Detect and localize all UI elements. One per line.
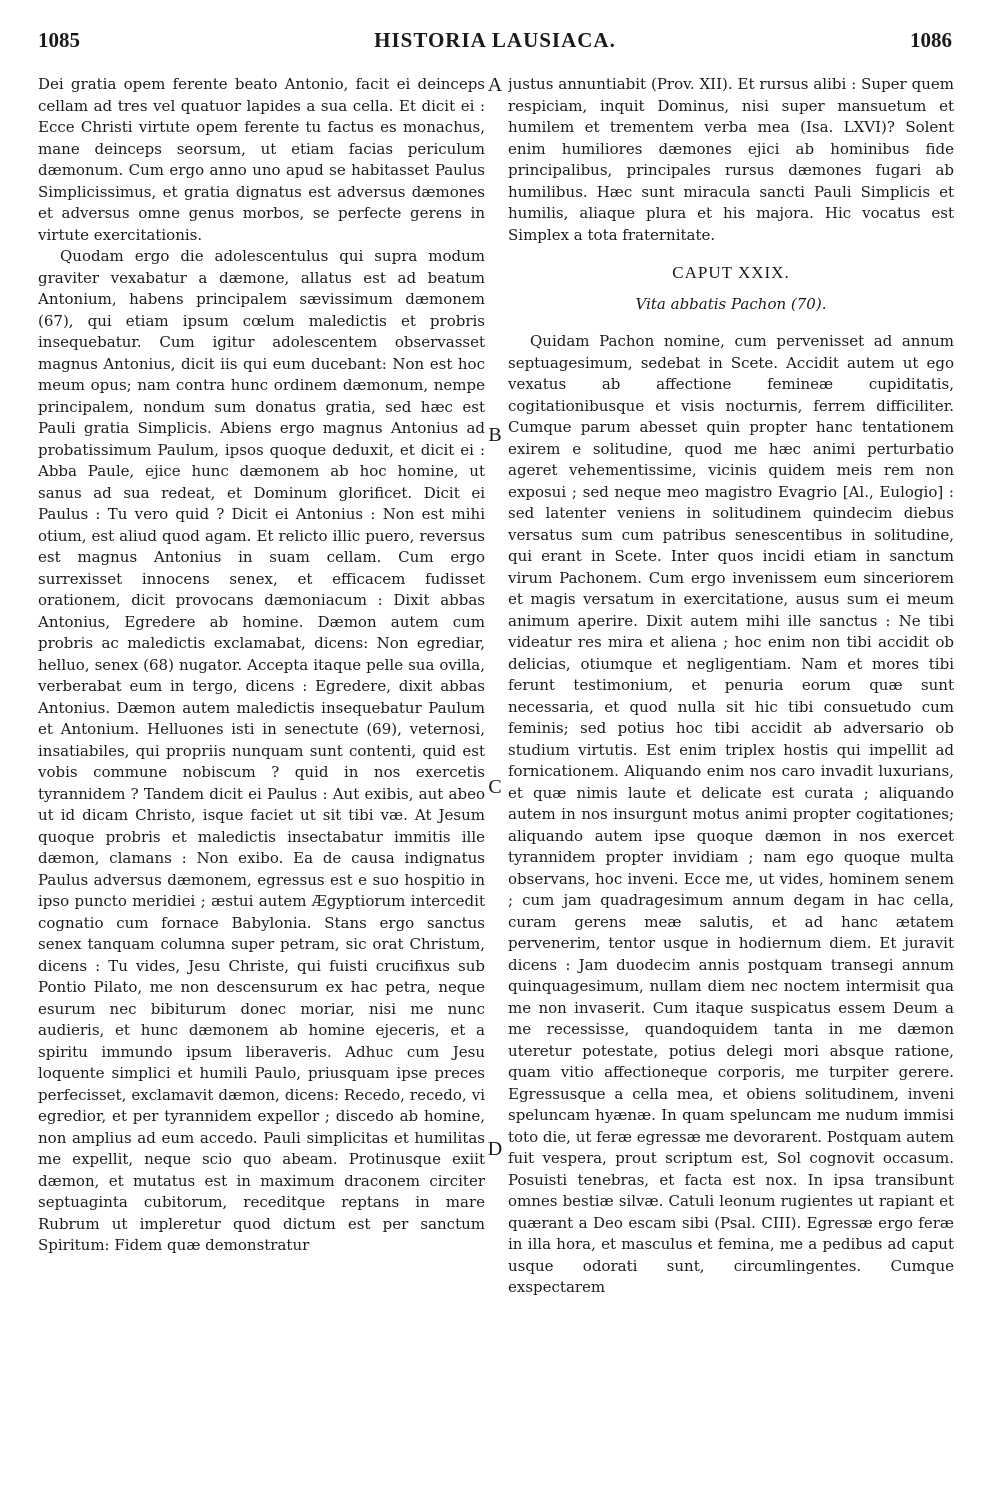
left-page-number: 1085 [38,28,80,52]
left-column [38,74,485,1257]
right-column [508,74,954,1299]
right-page-number: 1086 [910,28,952,52]
column-marker-b: B [488,424,502,446]
column-marker-d: D [487,1138,503,1160]
running-title: HISTORIA LAUSIACA. [374,28,616,52]
column-marker-c: C [488,776,502,798]
right-paragraph-continued: justus annuntiabit (Prov. XII). Et rursus alibi : Super quem respiciam, inquit Dominus, nisi super mansuetum et humilem et trementem verba mea (Isa. LXVI)? Solent enim humiliores dæmones ejici ab hominibus fide principalibus, principales rursus dæmones fugari ab humilibus. Hæc sunt miracula sancti Pauli Simplicis et humilis, aliaque plura et his majora. Hic vocatus est Simplex a tota fraternitate. [508,75,954,244]
right-paragraph-pachon: Quidam Pachon nomine, cum pervenisset ad annum septuagesimum, sedebat in Scete. Accidit autem ut ego vexatus ab affectione femineæ cupiditatis, cogitationibusque et visis nocturnis, ferrem difficiliter. Cumque parum abesset quin propter hanc tentationem exirem e solitudine, quod me hæc animi perturbatio ageret vehementissime, vicinis quidem meis rem non exposui ; sed neque meo magistro Evagrio [Al., Eulogio] : sed latenter veniens in solitudinem quindecim diebus versatus sum cum patribus senescentibus in solitudine, qui erant in Scete. Inter quos incidi etiam in sanctum virum Pachonem. Cum ergo invenissem eum sinceriorem et magis versatum in exercitatione, ausus sum ei meum animum aperire. Dixit autem mihi ille sanctus : Ne tibi videatur res mira et aliena ; hoc enim non tibi accidit ob delicias, otiumque et negligentiam. Nam et mores tibi ferunt testimonium, et penuria eorum quæ sunt necessaria, et quod nulla sit hic tibi consuetudo cum feminis; sed potius hoc tibi accidit ab adversario ob studium virtutis. Est enim triplex hostis qui impellit ad fornicationem. Aliquando enim nos caro invadit luxurians, et quæ nimis laute et delicate est curata ; aliquando autem in nos insurgunt motus animi propter cogitationes; aliquando autem ipse quoque dæmon in nos exercet tyrannidem propter invidiam ; nam ego quoque multa observans, hoc inveni. Ecce me, ut vides, hominem senem ; cum jam quadragesimum annum degam in hac cella, curam gerens meæ salutis, et ad hanc ætatem pervenerim, tentor usque in hodiernum diem. Et juravit dicens : Jam duodecim annis postquam transegi annum quinquagesimum, nullam diem nec noctem intermisit qua me non invaserit. Cum itaque suspicatus essem Deum a me recessisse, quandoquidem tanta in me dæmon uteretur potestate, potius delegi mori absque ratione, quam vitio affectioneque corporis, me turpiter gerere. Egressusque a cella mea, et obiens solitudinem, inveni speluncam hyænæ. In quam speluncam me nudum immisi toto die, ut feræ egressæ me devorarent. Postquam autem fuit vespera, prout scriptum est, Sol cognovit occasum. Posuisti tenebras, et facta est nox. In ipsa transibunt omnes bestiæ silvæ. Catuli leonum rugientes ut rapiant et quærant a Deo escam sibi (Psal. CIII). Egressæ ergo feræ in illa hora, et masculus et femina, me a pedibus ad caput usque odorati sunt, circumlingentes. Cumque exspectarem [508,332,954,1296]
page-header [38,28,952,68]
left-paragraph-1: Dei gratia opem ferente beato Antonio, facit ei deinceps cellam ad tres vel quatuor lapides a sua cella. Et dicit ei : Ecce Christi virtute opem ferente tu factus es monachus, mane deinceps seorsum, ut etiam facias periculum dæmonum. Cum ergo anno uno apud se habitasset Paulus Simplicissimus, et gratia dignatus est adversus dæmones et adversus omne genus morbos, se perfecte gerens in virtute exercitationis. [38,75,485,244]
chapter-subtitle: Vita abbatis Pachon (70). [635,294,827,313]
left-paragraph-2: Quodam ergo die adolescentulus qui supra modum graviter vexabatur a dæmone, allatus est ad beatum Antonium, habens principalem sævissimum dæmonem (67), qui etiam ipsum cœlum maledictis et probris insequebatur. Cum igitur adolescentem observasset magnus Antonius, dicit iis qui eum ducebant: Non est hoc meum opus; nam contra hunc ordinem dæmonum, nempe principalem, nondum sum donatus gratia, sed hæc est Pauli gratia Simplicis. Abiens ergo magnus Antonius ad probatissimum Paulum, ipsos quoque deduxit, et dicit ei : Abba Paule, ejice hunc dæmonem ab hoc homine, ut sanus ad sua redeat, et Dominum glorificet. Dicit ei Paulus : Tu vero quid ? Dicit ei Antonius : Non est mihi otium, est aliud quod agam. Et relicto illic puero, reversus est magnus Antonius in suam cellam. Cum ergo surrexisset innocens senex, et efficacem fudisset orationem, dicit provocans dæmoniacum : Dixit abbas Antonius, Egredere ab homine. Dæmon autem cum probris ac maledictis exclamabat, dicens: Non egrediar, helluo, senex (68) nugator. Accepta itaque pelle sua ovilla, verberabat eum in tergo, dicens : Egredere, dixit abbas Antonius. Dæmon autem maledictis insequebatur Paulum et Antonium. Helluones isti in senectute (69), veternosi, insatiabiles, qui propriis nunquam sunt contenti, quid est vobis commune nobiscum ? quid in nos exercetis tyrannidem ? Tandem dicit ei Paulus : Aut exibis, aut abeo ut id dicam Christo, isque faciet ut sit tibi væ. At Jesum quoque probris et maledictis insectabatur immitis ille dæmon, clamans : Non exibo. Ea de causa indignatus Paulus adversus dæmonem, egressus est e suo hospitio in ipso puncto meridiei ; æstui autem Ægyptiorum intercedit cognatio cum fornace Babylonia. Stans ergo sanctus senex tanquam columna super petram, sic orat Christum, dicens : Tu vides, Jesu Christe, qui fuisti crucifixus sub Pontio Pilato, me non descensurum ex hac petra, neque esurum nec bibiturum donec moriar, nisi me nunc audieris, et hunc dæmonem ab homine ejeceris, et a spiritu immundo ipsum liberaveris. Adhuc cum Jesu loquente simplici et humili Paulo, priusquam ipse preces perfecisset, exclamavit dæmon, dicens: Recedo, recedo, vi egredior, et per tyrannidem expellor ; discedo ab homine, non amplius ad eum accedo. Pauli simplicitas et humilitas me expellit, neque scio quo abeam. Protinusque exiit dæmon, et mutatus est in maximum draconem circiter septuaginta cubitorum, receditque reptans in mare Rubrum ut impleretur quod dictum est per sanctum Spiritum: Fidem quæ demonstratur [38,247,485,1254]
chapter-heading: CAPUT XXIX. [672,263,790,282]
column-marker-a: A [487,74,503,96]
